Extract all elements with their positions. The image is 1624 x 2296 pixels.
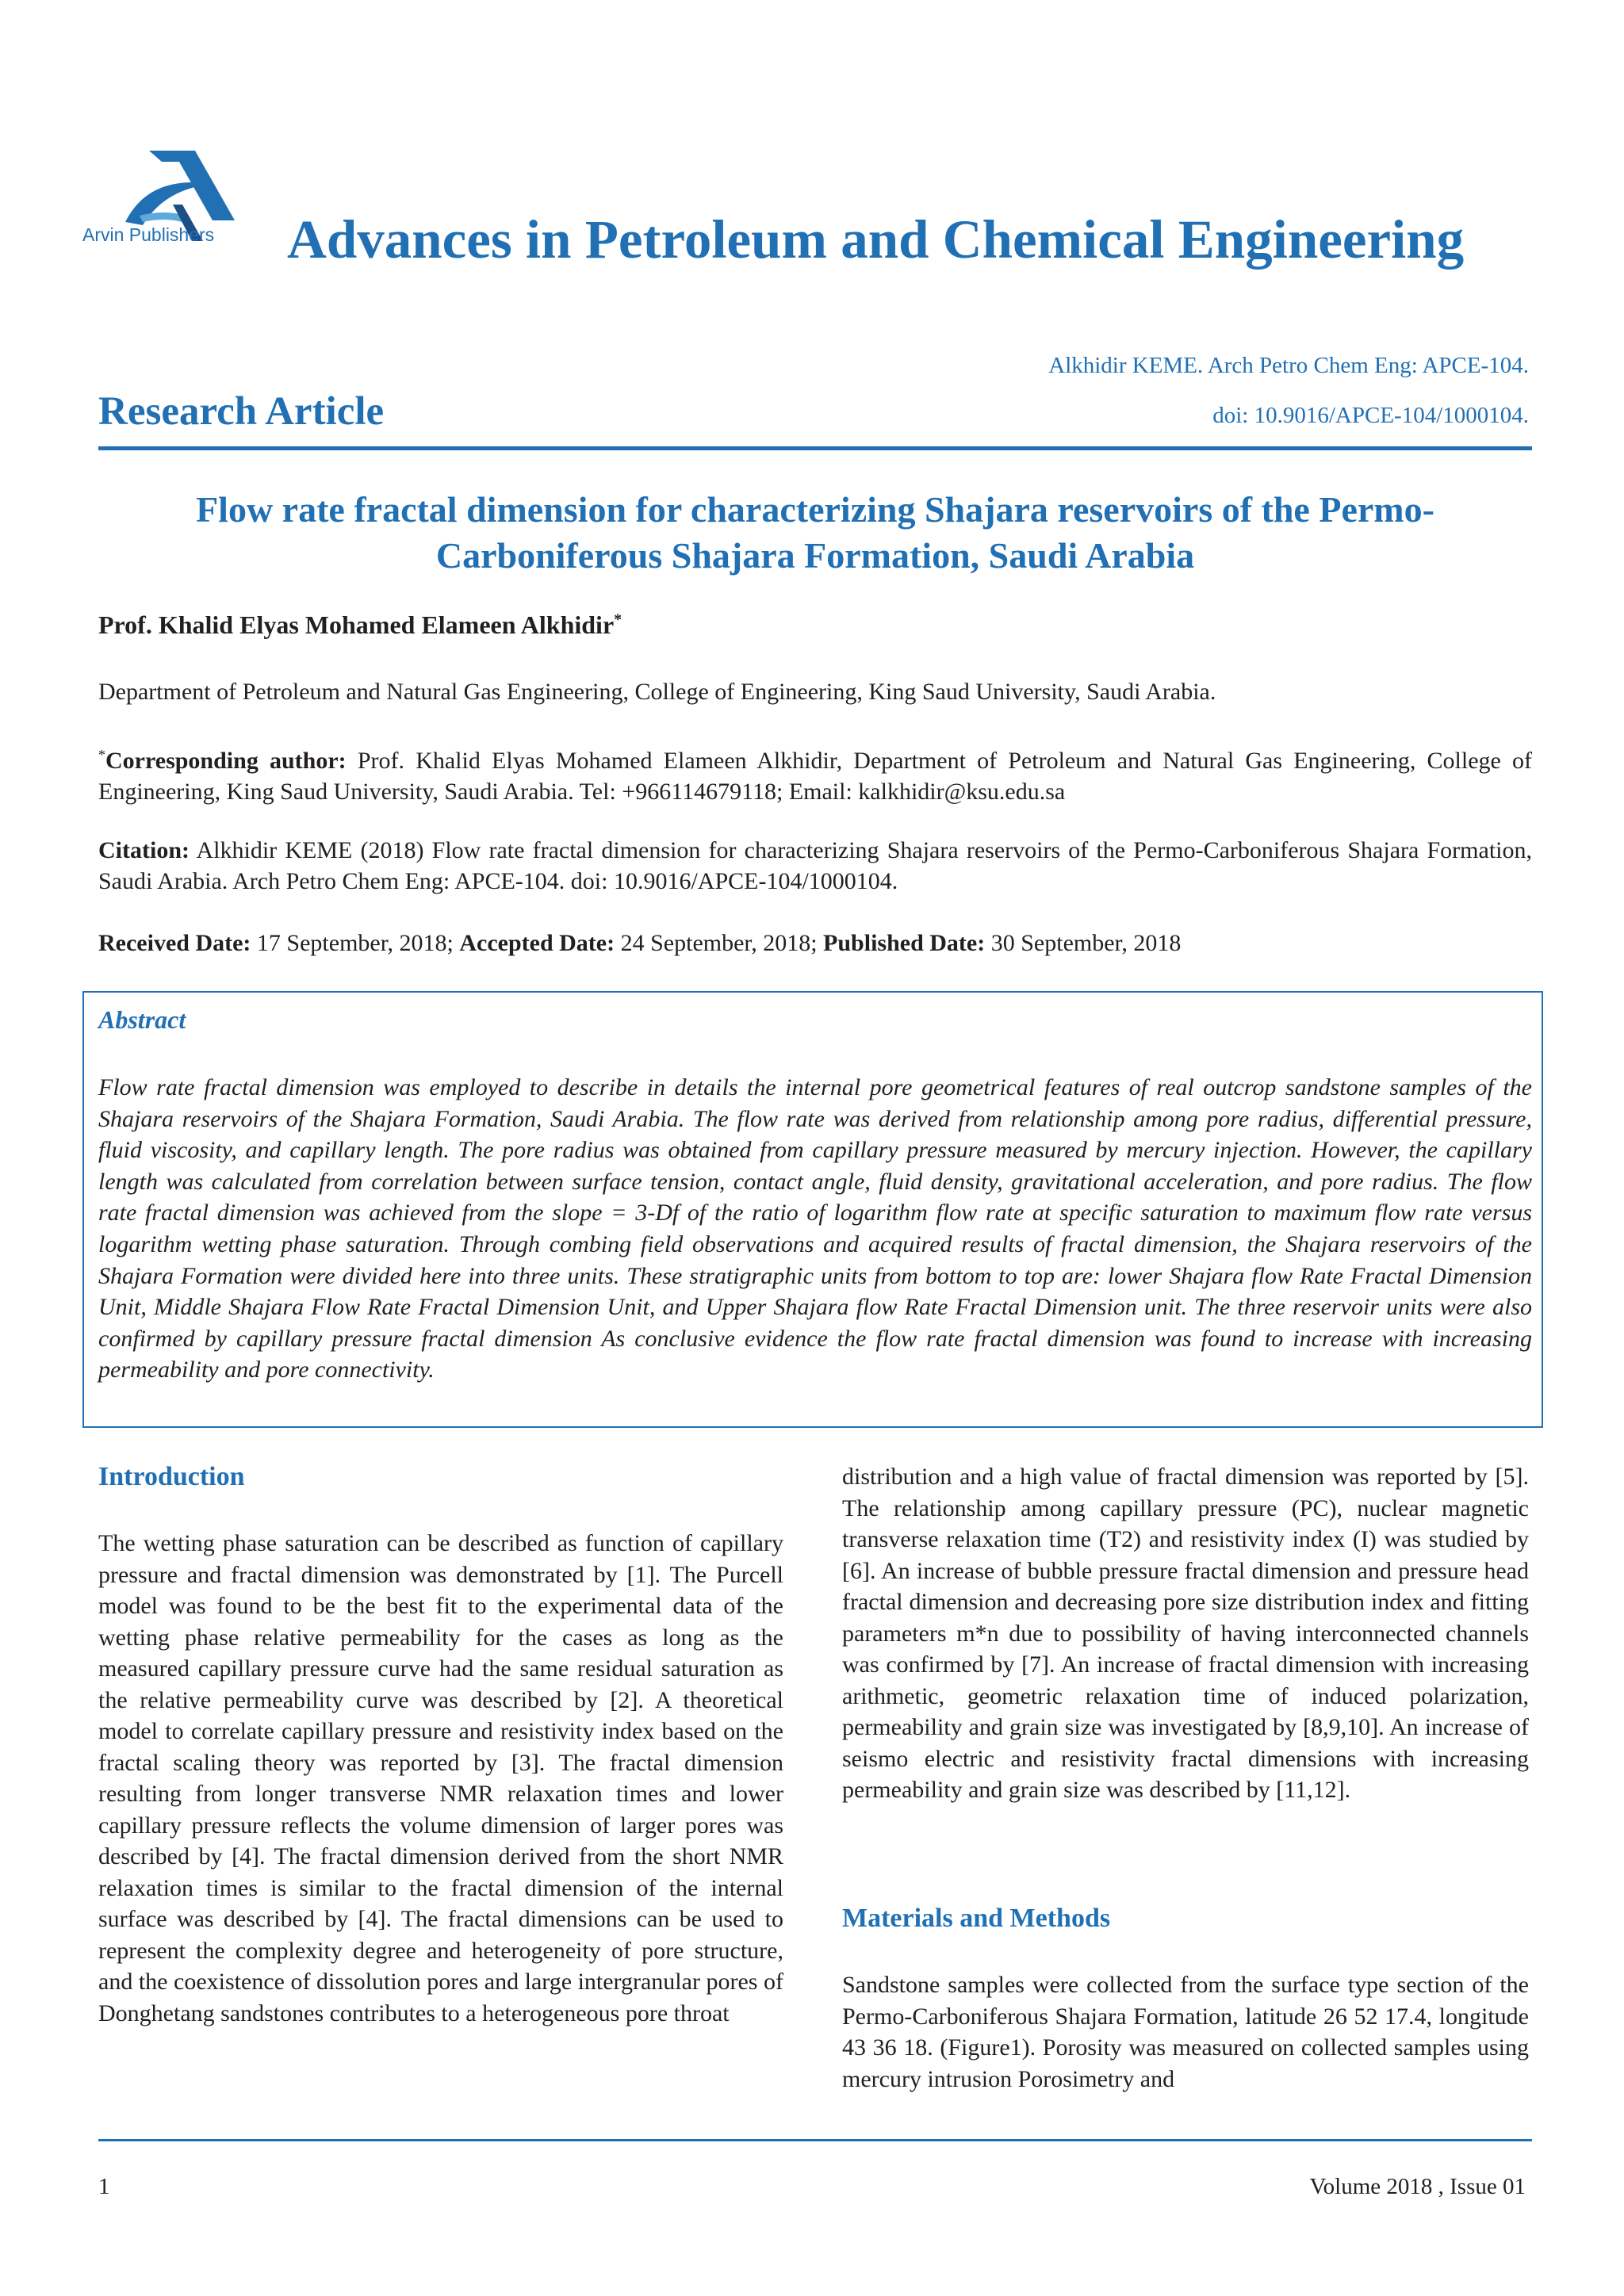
- published-value: 30 September, 2018: [985, 930, 1182, 956]
- volume-issue: Volume 2018 , Issue 01: [1309, 2174, 1526, 2199]
- published-label: Published Date:: [823, 930, 986, 956]
- affiliation: Department of Petroleum and Natural Gas Engineering, College of Engineering, King Saud University, Saudi Arabia.: [98, 679, 1216, 705]
- introduction-heading: Introduction: [98, 1462, 245, 1491]
- introduction-text-left: The wetting phase saturation can be described as function of capillary pressure and fractal dimension was demonstrated by [1]. The Purcell model was found to be the best fit to the experimental data of the wetting phase relative permeability for the cases as long as the measured capillary pressure curve had the same residual saturation as the relative permeability curve was described by [2]. A theoretical model to correlate capillary pressure and resistivity index based on the fractal scaling theory was reported by [3]. The fractal dimension resulting from longer transverse NMR relaxation times and lower capillary pressure reflects the volume dimension of larger pores was described by [4]. The fractal dimension derived from the short NMR relaxation times is similar to the fractal dimension of the internal surface was described by [4]. The fractal dimensions can be used to represent the complexity degree and heterogeneity of pore structure, and the coexistence of dissolution pores and large intergranular pores of Donghetang sandstones contributes to a heterogeneous pore throat: [98, 1530, 783, 2026]
- page-number: 1: [98, 2174, 110, 2199]
- citation: [98, 835, 1532, 897]
- abstract-heading: Abstract: [98, 1005, 186, 1034]
- article-dates: [98, 928, 1532, 959]
- publisher-name: Arvin Publishers: [82, 224, 215, 245]
- accepted-value: 24 September, 2018;: [615, 930, 824, 956]
- materials-methods-heading: Materials and Methods: [842, 1904, 1111, 1933]
- author-name-text: Prof. Khalid Elyas Mohamed Elameen Alkhidir: [98, 610, 615, 639]
- abstract-text: Flow rate fractal dimension was employed to describe in details the internal pore geometrical features of real outcrop sandstone samples of the Shajara reservoirs of the Shajara Formation, Saudi Arabia. The flow rate was derived from relationship among pore radius, differential pressure, fluid viscosity, and capillary length. The pore radius was obtained from capillary pressure measured by mercury injection. However, the capillary length was calculated from correlation between surface tension, contact angle, fluid density, gravitational acceleration, and pore radius. The flow rate fractal dimension was achieved from the slope = 3-Df of the ratio of logarithm flow rate at specific saturation to maximum flow rate versus logarithm wetting phase saturation. Through combing field observations and acquired results of fractal dimension, the Shajara reservoirs of the Shajara Formation were divided here into three units. These stratigraphic units from bottom to top are: lower Shajara flow Rate Fractal Dimension Unit, Middle Shajara Flow Rate Fractal Dimension Unit, and Upper Shajara flow Rate Fractal Dimension unit. The three reservoir units were also confirmed by capillary pressure fractal dimension As conclusive evidence the flow rate fractal dimension was found to increase with increasing permeability and pore connectivity.: [98, 1074, 1532, 1383]
- header-divider: [98, 446, 1532, 450]
- journal-title: Advances in Petroleum and Chemical Engineering: [287, 209, 1465, 270]
- corresponding-label: Corresponding author:: [105, 748, 347, 774]
- doi-line: doi: 10.9016/APCE-104/1000104.: [1212, 403, 1529, 428]
- footer-divider: [98, 2139, 1532, 2141]
- received-value: 17 September, 2018;: [251, 930, 460, 956]
- received-label: Received Date:: [98, 930, 251, 956]
- citation-label: Citation:: [98, 837, 190, 863]
- introduction-text-right: distribution and a high value of fractal dimension was reported by [5]. The relationship among capillary pressure (PC), nuclear magnetic transverse relaxation time (T2) and resistivity index (I) was studied by [6]. An increase of bubble pressure fractal dimension and pressure head fractal dimension and decreasing pore size distribution index and fitting parameters m*n due to possibility of having interconnected channels was confirmed by [7]. An increase of fractal dimension with increasing arithmetic, geometric relaxation time of induced polarization, permeability and grain size was investigated by [8,9,10]. An increase of seismo electric and resistivity fractal dimensions with increasing permeability and grain size was described by [11,12].: [842, 1464, 1529, 1803]
- corresponding-author: [98, 740, 1532, 807]
- article-type: Research Article: [98, 389, 385, 434]
- materials-methods-text: Sandstone samples were collected from the surface type section of the Permo-Carboniferous Shajara Formation, latitude 26 52 17.4, longitude 43 36 18. (Figure1). Porosity was measured on collected samples using mercury intrusion Porosimetry and: [842, 1972, 1529, 2092]
- corresponding-mark: *: [98, 747, 105, 763]
- author-name: [98, 610, 622, 640]
- author-mark: *: [614, 610, 622, 629]
- paper-title: Flow rate fractal dimension for characterizing Shajara reservoirs of the Permo-Carboniferous Shajara Formation, Saudi Arabia: [196, 489, 1434, 576]
- citation-text: Alkhidir KEME (2018) Flow rate fractal dimension for characterizing Shajara reservoirs of the Permo-Carboniferous Shajara Formation, Saudi Arabia. Arch Petro Chem Eng: APCE-104. doi: 10.9016/APCE-104/1000104.: [98, 837, 1532, 894]
- accepted-label: Accepted Date:: [459, 930, 615, 956]
- short-citation: Alkhidir KEME. Arch Petro Chem Eng: APCE-104.: [1048, 353, 1529, 378]
- corresponding-text: Prof. Khalid Elyas Mohamed Elameen Alkhidir, Department of Petroleum and Natural Gas Engineering, College of Engineering, King Saud University, Saudi Arabia. Tel: +966114679118; Email: kalkhidir@ksu.edu.sa: [98, 748, 1532, 805]
